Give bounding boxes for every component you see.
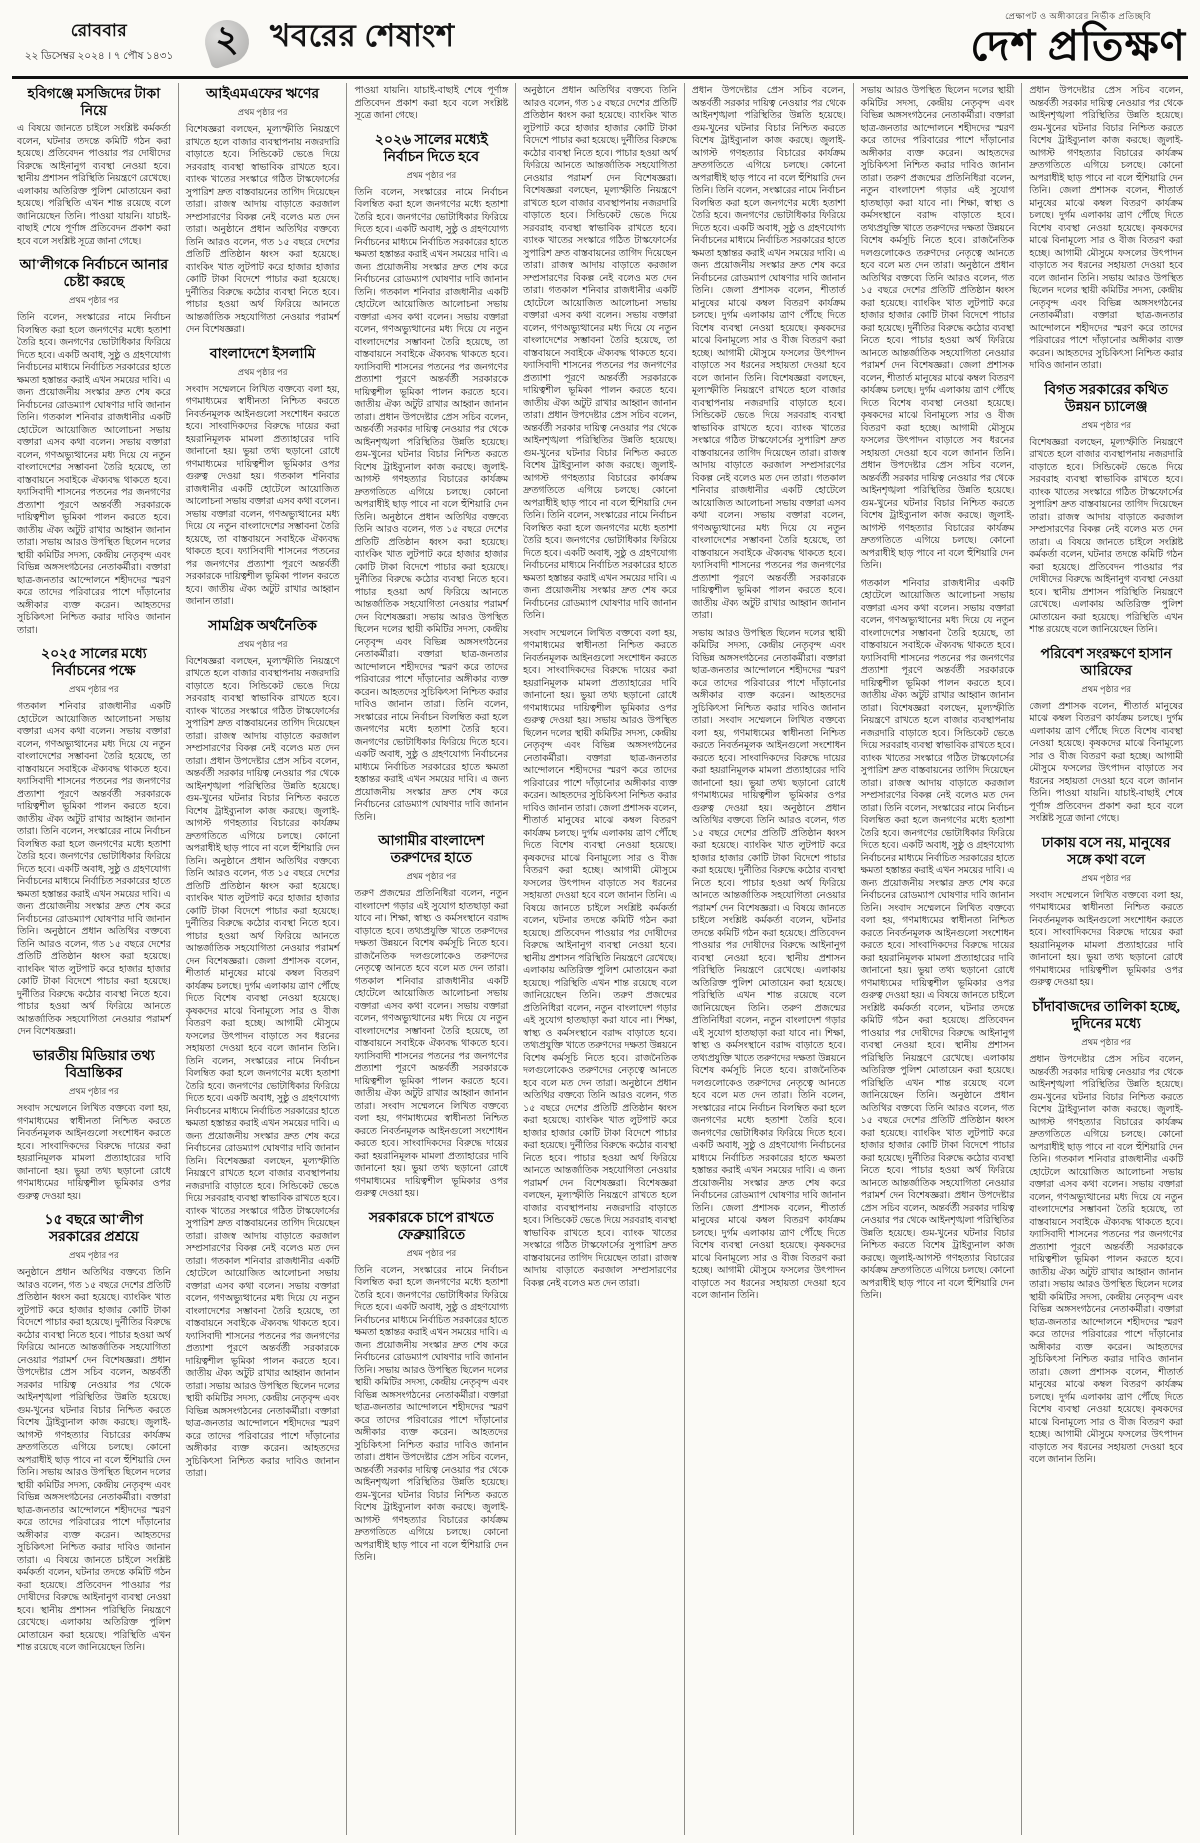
page-header xyxy=(10,4,1190,76)
continued-from-label: প্রথম পৃষ্ঠার পর xyxy=(406,1247,457,1258)
article-body: তিনি বলেন, সংস্কারের নামে নির্বাচন বিলম্বিত করা হলে জনগণের মধ্যে হতাশা তৈরি হবে। জনগণের ভোটাধিকার ফিরিয়ে দিতে হবে। একটি অবাধ, সুষ্ঠু ও গ্রহণযোগ্য নির্বাচনের মাধ্যমে নির্বাচিত সরকারের হাতে ক্ষমতা হস্তান্তর করাই এখন সময়ের দাবি। এ জন্য প্রয়োজনীয় সংস্কার দ্রুত শেষ করে নির্বাচনের রোডম্যাপ ঘোষণার দাবি জানান তিনি। গতকাল শনিবার রাজধানীর একটি হোটেলে আয়োজিত আলোচনা সভায় বক্তারা এসব কথা বলেন। সভায় বক্তারা বলেন, গণঅভ্যুত্থানের মধ্য দিয়ে যে নতুন বাংলাদেশের সম্ভাবনা তৈরি হয়েছে, তা বাস্তবায়নে সবাইকে ঐক্যবদ্ধ থাকতে হবে। ফ্যাসিবাদী শাসনের পতনের পর জনগণের প্রত্যাশা পূরণে অন্তর্বর্তী সরকারকে দায়িত্বশীল ভূমিকা পালন করতে হবে। জাতীয় ঐক্য অটুট রাখার আহ্বান জানান তারা। প্রধান উপদেষ্টার প্রেস সচিব বলেন, অন্তর্বর্তী সরকার দায়িত্ব নেওয়ার পর থেকে আইনশৃঙ্খলা পরিস্থিতির উন্নতি হয়েছে। গুম-খুনের ঘটনার বিচার নিশ্চিত করতে বিশেষ ট্রাইব্যুনাল কাজ করছে। জুলাই-আগস্ট গণহত্যার বিচারের কার্যক্রম দ্রুতগতিতে এগিয়ে চলছে। কোনো অপরাধীই ছাড় পাবে না বলে হুঁশিয়ারি দেন তিনি। অনুষ্ঠানে প্রধান অতিথির বক্তব্যে তিনি আরও বলেন, গত ১৫ বছরে দেশের প্রতিটি প্রতিষ্ঠান ধ্বংস করা হয়েছে। ব্যাংকিং খাত লুটপাট করে হাজার হাজার কোটি টাকা বিদেশে পাচার করা হয়েছে। দুর্নীতির বিরুদ্ধে কঠোর ব্যবস্থা নিতে হবে। পাচার হওয়া অর্থ ফিরিয়ে আনতে আন্তর্জাতিক সহযোগিতা নেওয়ার পরামর্শ দেন বিশেষজ্ঞরা। সভায় আরও উপস্থিত ছিলেন দলের স্থায়ী কমিটির সদস্য, কেন্দ্রীয় নেতৃবৃন্দ এবং বিভিন্ন অঙ্গসংগঠনের নেতাকর্মীরা। বক্তারা ছাত্র-জনতার আন্দোলনে শহীদদের স্মরণ করে তাদের পরিবারের পাশে দাঁড়ানোর অঙ্গীকার ব্যক্ত করেন। আহতদের সুচিকিৎসা নিশ্চিত করার দাবিও জানান তারা। তিনি বলেন, সংস্কারের নামে নির্বাচন বিলম্বিত করা হলে জনগণের মধ্যে হতাশা তৈরি হবে। জনগণের ভোটাধিকার ফিরিয়ে দিতে হবে। একটি অবাধ, সুষ্ঠু ও গ্রহণযোগ্য নির্বাচনের মাধ্যমে নির্বাচিত সরকারের হাতে ক্ষমতা হস্তান্তর করাই এখন সময়ের দাবি। এ জন্য প্রয়োজনীয় সংস্কার দ্রুত শেষ করে নির্বাচনের রোডম্যাপ ঘোষণার দাবি জানান তিনি। xyxy=(354,187,509,823)
continued-from-label: প্রথম পৃষ্ঠার পর xyxy=(406,871,457,882)
continued-from-label: প্রথম পৃষ্ঠার পর xyxy=(69,1250,119,1261)
article-body: এ বিষয়ে জানতে চাইলে সংশ্লিষ্ট কর্মকর্তা বলেন, ঘটনার তদন্তে কমিটি গঠন করা হয়েছে। প্রতিবেদন পাওয়ার পর দোষীদের বিরুদ্ধে আইনানুগ ব্যবস্থা নেওয়া হবে। স্থানীয় প্রশাসন পরিস্থিতি নিয়ন্ত্রণে রেখেছে। এলাকায় অতিরিক্ত পুলিশ মোতায়েন করা হয়েছে। পরিস্থিতি এখন শান্ত রয়েছে বলে জানিয়েছেন তিনি। পাওয়া যায়নি। যাচাই-বাছাই শেষে পূর্ণাঙ্গ প্রতিবেদন প্রকাশ করা হবে বলে সংশ্লিষ্ট সূত্রে জানা গেছে। xyxy=(17,124,171,247)
article-headline: আ'লীগকে নির্বাচনে আনার চেষ্টা করছে xyxy=(19,258,169,291)
continued-from-label: প্রথম পৃষ্ঠার পর xyxy=(69,1086,119,1097)
article-headline: ভারতীয় মিডিয়ার তথ্য বিভ্রান্তিকর xyxy=(33,1048,155,1082)
article-body: গতকাল শনিবার রাজধানীর একটি হোটেলে আয়োজিত আলোচনা সভায় বক্তারা এসব কথা বলেন। সভায় বক্তারা বলেন, গণঅভ্যুত্থানের মধ্য দিয়ে যে নতুন বাংলাদেশের সম্ভাবনা তৈরি হয়েছে, তা বাস্তবায়নে সবাইকে ঐক্যবদ্ধ থাকতে হবে। ফ্যাসিবাদী শাসনের পতনের পর জনগণের প্রত্যাশা পূরণে অন্তর্বর্তী সরকারকে দায়িত্বশীল ভূমিকা পালন করতে হবে। জাতীয় ঐক্য অটুট রাখার আহ্বান জানান তারা। তিনি বলেন, সংস্কারের নামে নির্বাচন বিলম্বিত করা হলে জনগণের মধ্যে হতাশা তৈরি হবে। জনগণের ভোটাধিকার ফিরিয়ে দিতে হবে। একটি অবাধ, সুষ্ঠু ও গ্রহণযোগ্য নির্বাচনের মাধ্যমে নির্বাচিত সরকারের হাতে ক্ষমতা হস্তান্তর করাই এখন সময়ের দাবি। এ জন্য প্রয়োজনীয় সংস্কার দ্রুত শেষ করে নির্বাচনের রোডম্যাপ ঘোষণার দাবি জানান তিনি। অনুষ্ঠানে প্রধান অতিথির বক্তব্যে তিনি আরও বলেন, গত ১৫ বছরে দেশের প্রতিটি প্রতিষ্ঠান ধ্বংস করা হয়েছে। ব্যাংকিং খাত লুটপাট করে হাজার হাজার কোটি টাকা বিদেশে পাচার করা হয়েছে। দুর্নীতির বিরুদ্ধে কঠোর ব্যবস্থা নিতে হবে। পাচার হওয়া অর্থ ফিরিয়ে আনতে আন্তর্জাতিক সহযোগিতা নেওয়ার পরামর্শ দেন বিশেষজ্ঞরা। xyxy=(17,702,171,1038)
masthead xyxy=(970,10,1186,70)
article-headline: সরকারকে চাপে রাখতে ফেব্রুয়ারিতে xyxy=(368,1210,494,1243)
page-number-badge xyxy=(200,14,254,70)
article-body: তিনি বলেন, সংস্কারের নামে নির্বাচন বিলম্বিত করা হলে জনগণের মধ্যে হতাশা তৈরি হবে। জনগণের ভোটাধিকার ফিরিয়ে দিতে হবে। একটি অবাধ, সুষ্ঠু ও গ্রহণযোগ্য নির্বাচনের মাধ্যমে নির্বাচিত সরকারের হাতে ক্ষমতা হস্তান্তর করাই এখন সময়ের দাবি। এ জন্য প্রয়োজনীয় সংস্কার দ্রুত শেষ করে নির্বাচনের রোডম্যাপ ঘোষণার দাবি জানান তিনি। সভায় আরও উপস্থিত ছিলেন দলের স্থায়ী কমিটির সদস্য, কেন্দ্রীয় নেতৃবৃন্দ এবং বিভিন্ন অঙ্গসংগঠনের নেতাকর্মীরা। বক্তারা ছাত্র-জনতার আন্দোলনে শহীদদের স্মরণ করে তাদের পরিবারের পাশে দাঁড়ানোর অঙ্গীকার ব্যক্ত করেন। আহতদের সুচিকিৎসা নিশ্চিত করার দাবিও জানান তারা। প্রধান উপদেষ্টার প্রেস সচিব বলেন, অন্তর্বর্তী সরকার দায়িত্ব নেওয়ার পর থেকে আইনশৃঙ্খলা পরিস্থিতির উন্নতি হয়েছে। গুম-খুনের ঘটনার বিচার নিশ্চিত করতে বিশেষ ট্রাইব্যুনাল কাজ করছে। জুলাই-আগস্ট গণহত্যার বিচারের কার্যক্রম দ্রুতগতিতে এগিয়ে চলছে। কোনো অপরাধীই ছাড় পাবে না বলে হুঁশিয়ারি দেন তিনি। xyxy=(354,1265,509,1564)
article-headline: সামগ্রিক অর্থনৈতিক xyxy=(208,618,317,634)
column-3 xyxy=(346,83,515,1835)
continued-from-label: প্রথম পৃষ্ঠার পর xyxy=(237,366,288,377)
continued-from-label: প্রথম পৃষ্ঠার পর xyxy=(69,295,119,306)
article-body: প্রধান উপদেষ্টার প্রেস সচিব বলেন, অন্তর্বর্তী সরকার দায়িত্ব নেওয়ার পর থেকে আইনশৃঙ্খলা পরিস্থিতির উন্নতি হয়েছে। গুম-খুনের ঘটনার বিচার নিশ্চিত করতে বিশেষ ট্রাইব্যুনাল কাজ করছে। জুলাই-আগস্ট গণহত্যার বিচারের কার্যক্রম দ্রুতগতিতে এগিয়ে চলছে। কোনো অপরাধীই ছাড় পাবে না বলে হুঁশিয়ারি দেন তিনি। গতকাল শনিবার রাজধানীর একটি হোটেলে আয়োজিত আলোচনা সভায় বক্তারা এসব কথা বলেন। সভায় বক্তারা বলেন, গণঅভ্যুত্থানের মধ্য দিয়ে যে নতুন বাংলাদেশের সম্ভাবনা তৈরি হয়েছে, তা বাস্তবায়নে সবাইকে ঐক্যবদ্ধ থাকতে হবে। ফ্যাসিবাদী শাসনের পতনের পর জনগণের প্রত্যাশা পূরণে অন্তর্বর্তী সরকারকে দায়িত্বশীল ভূমিকা পালন করতে হবে। জাতীয় ঐক্য অটুট রাখার আহ্বান জানান তারা। সভায় আরও উপস্থিত ছিলেন দলের স্থায়ী কমিটির সদস্য, কেন্দ্রীয় নেতৃবৃন্দ এবং বিভিন্ন অঙ্গসংগঠনের নেতাকর্মীরা। বক্তারা ছাত্র-জনতার আন্দোলনে শহীদদের স্মরণ করে তাদের পরিবারের পাশে দাঁড়ানোর অঙ্গীকার ব্যক্ত করেন। আহতদের সুচিকিৎসা নিশ্চিত করার দাবিও জানান তারা। জেলা প্রশাসক বলেন, শীতার্ত মানুষের মাঝে কম্বল বিতরণ কার্যক্রম চলছে। দুর্গম এলাকায় ত্রাণ পৌঁছে দিতে বিশেষ ব্যবস্থা নেওয়া হয়েছে। কৃষকদের মাঝে বিনামূল্যে সার ও বীজ বিতরণ করা হচ্ছে। আগামী মৌসুমে ফসলের উৎপাদন বাড়াতে সব ধরনের সহায়তা দেওয়া হবে বলে জানান তিনি। xyxy=(1029,1055,1184,1466)
article-headline: ২০২৫ সালের মধ্যে নির্বাচনের পক্ষে xyxy=(40,647,147,680)
article-headline: ১৫ বছরে আ'লীগ সরকারের প্রশ্রয়ে xyxy=(44,1213,144,1246)
article-body: সংবাদ সম্মেলনে লিখিত বক্তব্যে বলা হয়, গণমাধ্যমের স্বাধীনতা নিশ্চিত করতে নিবর্তনমূলক আইনগুলো সংশোধন করতে হবে। সাংবাদিকদের বিরুদ্ধে দায়ের করা হয়রানিমূলক মামলা প্রত্যাহারের দাবি জানানো হয়। ভুয়া তথ্য ছড়ানো রোধে গণমাধ্যমের দায়িত্বশীল ভূমিকার ওপর গুরুত্ব দেওয়া হয়। গতকাল শনিবার রাজধানীর একটি হোটেলে আয়োজিত আলোচনা সভায় বক্তারা এসব কথা বলেন। সভায় বক্তারা বলেন, গণঅভ্যুত্থানের মধ্য দিয়ে যে নতুন বাংলাদেশের সম্ভাবনা তৈরি হয়েছে, তা বাস্তবায়নে সবাইকে ঐক্যবদ্ধ থাকতে হবে। ফ্যাসিবাদী শাসনের পতনের পর জনগণের প্রত্যাশা পূরণে অন্তর্বর্তী সরকারকে দায়িত্বশীল ভূমিকা পালন করতে হবে। জাতীয় ঐক্য অটুট রাখার আহ্বান জানান তারা। xyxy=(185,384,340,608)
article-headline: চাঁদাবাজদের তালিকা হচ্ছে, দুদিনের মধ্যে xyxy=(1032,999,1181,1033)
date-block xyxy=(14,18,184,70)
page-number: ২ xyxy=(215,19,239,59)
article-body: প্রধান উপদেষ্টার প্রেস সচিব বলেন, অন্তর্বর্তী সরকার দায়িত্ব নেওয়ার পর থেকে আইনশৃঙ্খলা পরিস্থিতির উন্নতি হয়েছে। গুম-খুনের ঘটনার বিচার নিশ্চিত করতে বিশেষ ট্রাইব্যুনাল কাজ করছে। জুলাই-আগস্ট গণহত্যার বিচারের কার্যক্রম দ্রুতগতিতে এগিয়ে চলছে। কোনো অপরাধীই ছাড় পাবে না বলে হুঁশিয়ারি দেন তিনি। তিনি বলেন, সংস্কারের নামে নির্বাচন বিলম্বিত করা হলে জনগণের মধ্যে হতাশা তৈরি হবে। জনগণের ভোটাধিকার ফিরিয়ে দিতে হবে। একটি অবাধ, সুষ্ঠু ও গ্রহণযোগ্য নির্বাচনের মাধ্যমে নির্বাচিত সরকারের হাতে ক্ষমতা হস্তান্তর করাই এখন সময়ের দাবি। এ জন্য প্রয়োজনীয় সংস্কার দ্রুত শেষ করে নির্বাচনের রোডম্যাপ ঘোষণার দাবি জানান তিনি। জেলা প্রশাসক বলেন, শীতার্ত মানুষের মাঝে কম্বল বিতরণ কার্যক্রম চলছে। দুর্গম এলাকায় ত্রাণ পৌঁছে দিতে বিশেষ ব্যবস্থা নেওয়া হয়েছে। কৃষকদের মাঝে বিনামূল্যে সার ও বীজ বিতরণ করা হচ্ছে। আগামী মৌসুমে ফসলের উৎপাদন বাড়াতে সব ধরনের সহায়তা দেওয়া হবে বলে জানান তিনি। বিশেষজ্ঞরা বলছেন, মূল্যস্ফীতি নিয়ন্ত্রণে রাখতে হলে বাজার ব্যবস্থাপনায় নজরদারি বাড়াতে হবে। সিন্ডিকেট ভেঙে দিয়ে সরবরাহ ব্যবস্থা স্বাভাবিক রাখতে হবে। ব্যাংক খাতের সংস্কারে গঠিত টাস্কফোর্সের সুপারিশ দ্রুত বাস্তবায়নের তাগিদ দিয়েছেন তারা। রাজস্ব আদায় বাড়াতে করজাল সম্প্রসারণের বিকল্প নেই বলেও মত দেন তারা। গতকাল শনিবার রাজধানীর একটি হোটেলে আয়োজিত আলোচনা সভায় বক্তারা এসব কথা বলেন। সভায় বক্তারা বলেন, গণঅভ্যুত্থানের মধ্য দিয়ে যে নতুন বাংলাদেশের সম্ভাবনা তৈরি হয়েছে, তা বাস্তবায়নে সবাইকে ঐক্যবদ্ধ থাকতে হবে। ফ্যাসিবাদী শাসনের পতনের পর জনগণের প্রত্যাশা পূরণে অন্তর্বর্তী সরকারকে দায়িত্বশীল ভূমিকা পালন করতে হবে। জাতীয় ঐক্য অটুট রাখার আহ্বান জানান তারা। xyxy=(691,86,846,621)
column-6 xyxy=(853,83,1022,1835)
article-body: তরুণ প্রজন্মের প্রতিনিধিরা বলেন, নতুন বাংলাদেশ গড়ার এই সুযোগ হাতছাড়া করা যাবে না। শিক্ষা, স্বাস্থ্য ও কর্মসংস্থানে বরাদ্দ বাড়াতে হবে। তথ্যপ্রযুক্তি খাতে তরুণদের দক্ষতা উন্নয়নে বিশেষ কর্মসূচি নিতে হবে। রাজনৈতিক দলগুলোকেও তরুণদের নেতৃত্বে আনতে হবে বলে মত দেন তারা। গতকাল শনিবার রাজধানীর একটি হোটেলে আয়োজিত আলোচনা সভায় বক্তারা এসব কথা বলেন। সভায় বক্তারা বলেন, গণঅভ্যুত্থানের মধ্য দিয়ে যে নতুন বাংলাদেশের সম্ভাবনা তৈরি হয়েছে, তা বাস্তবায়নে সবাইকে ঐক্যবদ্ধ থাকতে হবে। ফ্যাসিবাদী শাসনের পতনের পর জনগণের প্রত্যাশা পূরণে অন্তর্বর্তী সরকারকে দায়িত্বশীল ভূমিকা পালন করতে হবে। জাতীয় ঐক্য অটুট রাখার আহ্বান জানান তারা। সংবাদ সম্মেলনে লিখিত বক্তব্যে বলা হয়, গণমাধ্যমের স্বাধীনতা নিশ্চিত করতে নিবর্তনমূলক আইনগুলো সংশোধন করতে হবে। সাংবাদিকদের বিরুদ্ধে দায়ের করা হয়রানিমূলক মামলা প্রত্যাহারের দাবি জানানো হয়। ভুয়া তথ্য ছড়ানো রোধে গণমাধ্যমের দায়িত্বশীল ভূমিকার ওপর গুরুত্ব দেওয়া হয়। xyxy=(354,889,509,1200)
continued-from-label: প্রথম পৃষ্ঠার পর xyxy=(69,684,119,695)
article-body: বিশেষজ্ঞরা বলছেন, মূল্যস্ফীতি নিয়ন্ত্রণে রাখতে হলে বাজার ব্যবস্থাপনায় নজরদারি বাড়াতে হবে। সিন্ডিকেট ভেঙে দিয়ে সরবরাহ ব্যবস্থা স্বাভাবিক রাখতে হবে। ব্যাংক খাতের সংস্কারে গঠিত টাস্কফোর্সের সুপারিশ দ্রুত বাস্তবায়নের তাগিদ দিয়েছেন তারা। রাজস্ব আদায় বাড়াতে করজাল সম্প্রসারণের বিকল্প নেই বলেও মত দেন তারা। অনুষ্ঠানে প্রধান অতিথির বক্তব্যে তিনি আরও বলেন, গত ১৫ বছরে দেশের প্রতিটি প্রতিষ্ঠান ধ্বংস করা হয়েছে। ব্যাংকিং খাত লুটপাট করে হাজার হাজার কোটি টাকা বিদেশে পাচার করা হয়েছে। দুর্নীতির বিরুদ্ধে কঠোর ব্যবস্থা নিতে হবে। পাচার হওয়া অর্থ ফিরিয়ে আনতে আন্তর্জাতিক সহযোগিতা নেওয়ার পরামর্শ দেন বিশেষজ্ঞরা। xyxy=(185,125,340,336)
article-headline: বিগত সরকারের কথিত উন্নয়ন চ্যালেঞ্জ xyxy=(1044,382,1169,415)
section-title: খবরের শেষাংশ xyxy=(270,18,455,53)
article-body: বিশেষজ্ঞরা বলছেন, মূল্যস্ফীতি নিয়ন্ত্রণে রাখতে হলে বাজার ব্যবস্থাপনায় নজরদারি বাড়াতে হবে। সিন্ডিকেট ভেঙে দিয়ে সরবরাহ ব্যবস্থা স্বাভাবিক রাখতে হবে। ব্যাংক খাতের সংস্কারে গঠিত টাস্কফোর্সের সুপারিশ দ্রুত বাস্তবায়নের তাগিদ দিয়েছেন তারা। রাজস্ব আদায় বাড়াতে করজাল সম্প্রসারণের বিকল্প নেই বলেও মত দেন তারা। এ বিষয়ে জানতে চাইলে সংশ্লিষ্ট কর্মকর্তা বলেন, ঘটনার তদন্তে কমিটি গঠন করা হয়েছে। প্রতিবেদন পাওয়ার পর দোষীদের বিরুদ্ধে আইনানুগ ব্যবস্থা নেওয়া হবে। স্থানীয় প্রশাসন পরিস্থিতি নিয়ন্ত্রণে রেখেছে। এলাকায় অতিরিক্ত পুলিশ মোতায়েন করা হয়েছে। পরিস্থিতি এখন শান্ত রয়েছে বলে জানিয়েছেন তিনি। xyxy=(1029,437,1184,636)
continued-from-label: প্রথম পৃষ্ঠার পর xyxy=(406,169,457,180)
article-body: সংবাদ সম্মেলনে লিখিত বক্তব্যে বলা হয়, গণমাধ্যমের স্বাধীনতা নিশ্চিত করতে নিবর্তনমূলক আইনগুলো সংশোধন করতে হবে। সাংবাদিকদের বিরুদ্ধে দায়ের করা হয়রানিমূলক মামলা প্রত্যাহারের দাবি জানানো হয়। ভুয়া তথ্য ছড়ানো রোধে গণমাধ্যমের দায়িত্বশীল ভূমিকার ওপর গুরুত্ব দেওয়া হয়। সভায় আরও উপস্থিত ছিলেন দলের স্থায়ী কমিটির সদস্য, কেন্দ্রীয় নেতৃবৃন্দ এবং বিভিন্ন অঙ্গসংগঠনের নেতাকর্মীরা। বক্তারা ছাত্র-জনতার আন্দোলনে শহীদদের স্মরণ করে তাদের পরিবারের পাশে দাঁড়ানোর অঙ্গীকার ব্যক্ত করেন। আহতদের সুচিকিৎসা নিশ্চিত করার দাবিও জানান তারা। জেলা প্রশাসক বলেন, শীতার্ত মানুষের মাঝে কম্বল বিতরণ কার্যক্রম চলছে। দুর্গম এলাকায় ত্রাণ পৌঁছে দিতে বিশেষ ব্যবস্থা নেওয়া হয়েছে। কৃষকদের মাঝে বিনামূল্যে সার ও বীজ বিতরণ করা হচ্ছে। আগামী মৌসুমে ফসলের উৎপাদন বাড়াতে সব ধরনের সহায়তা দেওয়া হবে বলে জানান তিনি। এ বিষয়ে জানতে চাইলে সংশ্লিষ্ট কর্মকর্তা বলেন, ঘটনার তদন্তে কমিটি গঠন করা হয়েছে। প্রতিবেদন পাওয়ার পর দোষীদের বিরুদ্ধে আইনানুগ ব্যবস্থা নেওয়া হবে। স্থানীয় প্রশাসন পরিস্থিতি নিয়ন্ত্রণে রেখেছে। এলাকায় অতিরিক্ত পুলিশ মোতায়েন করা হয়েছে। পরিস্থিতি এখন শান্ত রয়েছে বলে জানিয়েছেন তিনি। তরুণ প্রজন্মের প্রতিনিধিরা বলেন, নতুন বাংলাদেশ গড়ার এই সুযোগ হাতছাড়া করা যাবে না। শিক্ষা, স্বাস্থ্য ও কর্মসংস্থানে বরাদ্দ বাড়াতে হবে। তথ্যপ্রযুক্তি খাতে তরুণদের দক্ষতা উন্নয়নে বিশেষ কর্মসূচি নিতে হবে। রাজনৈতিক দলগুলোকেও তরুণদের নেতৃত্বে আনতে হবে বলে মত দেন তারা। অনুষ্ঠানে প্রধান অতিথির বক্তব্যে তিনি আরও বলেন, গত ১৫ বছরে দেশের প্রতিটি প্রতিষ্ঠান ধ্বংস করা হয়েছে। ব্যাংকিং খাত লুটপাট করে হাজার হাজার কোটি টাকা বিদেশে পাচার করা হয়েছে। দুর্নীতির বিরুদ্ধে কঠোর ব্যবস্থা নিতে হবে। পাচার হওয়া অর্থ ফিরিয়ে আনতে আন্তর্জাতিক সহযোগিতা নেওয়ার পরামর্শ দেন বিশেষজ্ঞরা। বিশেষজ্ঞরা বলছেন, মূল্যস্ফীতি নিয়ন্ত্রণে রাখতে হলে বাজার ব্যবস্থাপনায় নজরদারি বাড়াতে হবে। সিন্ডিকেট ভেঙে দিয়ে সরবরাহ ব্যবস্থা স্বাভাবিক রাখতে হবে। ব্যাংক খাতের সংস্কারে গঠিত টাস্কফোর্সের সুপারিশ দ্রুত বাস্তবায়নের তাগিদ দিয়েছেন তারা। রাজস্ব আদায় বাড়াতে করজাল সম্প্রসারণের বিকল্প নেই বলেও মত দেন তারা। xyxy=(523,628,677,1289)
article-headline: আগামীর বাংলাদেশ তরুণদের হাতে xyxy=(378,834,485,867)
article-headline: হবিগঞ্জে মসজিদের টাকা নিয়ে xyxy=(27,87,161,120)
article-body: গতকাল শনিবার রাজধানীর একটি হোটেলে আয়োজিত আলোচনা সভায় বক্তারা এসব কথা বলেন। সভায় বক্তারা বলেন, গণঅভ্যুত্থানের মধ্য দিয়ে যে নতুন বাংলাদেশের সম্ভাবনা তৈরি হয়েছে, তা বাস্তবায়নে সবাইকে ঐক্যবদ্ধ থাকতে হবে। ফ্যাসিবাদী শাসনের পতনের পর জনগণের প্রত্যাশা পূরণে অন্তর্বর্তী সরকারকে দায়িত্বশীল ভূমিকা পালন করতে হবে। জাতীয় ঐক্য অটুট রাখার আহ্বান জানান তারা। বিশেষজ্ঞরা বলছেন, মূল্যস্ফীতি নিয়ন্ত্রণে রাখতে হলে বাজার ব্যবস্থাপনায় নজরদারি বাড়াতে হবে। সিন্ডিকেট ভেঙে দিয়ে সরবরাহ ব্যবস্থা স্বাভাবিক রাখতে হবে। ব্যাংক খাতের সংস্কারে গঠিত টাস্কফোর্সের সুপারিশ দ্রুত বাস্তবায়নের তাগিদ দিয়েছেন তারা। রাজস্ব আদায় বাড়াতে করজাল সম্প্রসারণের বিকল্প নেই বলেও মত দেন তারা। তিনি বলেন, সংস্কারের নামে নির্বাচন বিলম্বিত করা হলে জনগণের মধ্যে হতাশা তৈরি হবে। জনগণের ভোটাধিকার ফিরিয়ে দিতে হবে। একটি অবাধ, সুষ্ঠু ও গ্রহণযোগ্য নির্বাচনের মাধ্যমে নির্বাচিত সরকারের হাতে ক্ষমতা হস্তান্তর করাই এখন সময়ের দাবি। এ জন্য প্রয়োজনীয় সংস্কার দ্রুত শেষ করে নির্বাচনের রোডম্যাপ ঘোষণার দাবি জানান তিনি। সংবাদ সম্মেলনে লিখিত বক্তব্যে বলা হয়, গণমাধ্যমের স্বাধীনতা নিশ্চিত করতে নিবর্তনমূলক আইনগুলো সংশোধন করতে হবে। সাংবাদিকদের বিরুদ্ধে দায়ের করা হয়রানিমূলক মামলা প্রত্যাহারের দাবি জানানো হয়। ভুয়া তথ্য ছড়ানো রোধে গণমাধ্যমের দায়িত্বশীল ভূমিকার ওপর গুরুত্ব দেওয়া হয়। এ বিষয়ে জানতে চাইলে সংশ্লিষ্ট কর্মকর্তা বলেন, ঘটনার তদন্তে কমিটি গঠন করা হয়েছে। প্রতিবেদন পাওয়ার পর দোষীদের বিরুদ্ধে আইনানুগ ব্যবস্থা নেওয়া হবে। স্থানীয় প্রশাসন পরিস্থিতি নিয়ন্ত্রণে রেখেছে। এলাকায় অতিরিক্ত পুলিশ মোতায়েন করা হয়েছে। পরিস্থিতি এখন শান্ত রয়েছে বলে জানিয়েছেন তিনি। অনুষ্ঠানে প্রধান অতিথির বক্তব্যে তিনি আরও বলেন, গত ১৫ বছরে দেশের প্রতিটি প্রতিষ্ঠান ধ্বংস করা হয়েছে। ব্যাংকিং খাত লুটপাট করে হাজার হাজার কোটি টাকা বিদেশে পাচার করা হয়েছে। দুর্নীতির বিরুদ্ধে কঠোর ব্যবস্থা নিতে হবে। পাচার হওয়া অর্থ ফিরিয়ে আনতে আন্তর্জাতিক সহযোগিতা নেওয়ার পরামর্শ দেন বিশেষজ্ঞরা। প্রধান উপদেষ্টার প্রেস সচিব বলেন, অন্তর্বর্তী সরকার দায়িত্ব নেওয়ার পর থেকে আইনশৃঙ্খলা পরিস্থিতির উন্নতি হয়েছে। গুম-খুনের ঘটনার বিচার নিশ্চিত করতে বিশেষ ট্রাইব্যুনাল কাজ করছে। জুলাই-আগস্ট গণহত্যার বিচারের কার্যক্রম দ্রুতগতিতে এগিয়ে চলছে। কোনো অপরাধীই ছাড় পাবে না বলে হুঁশিয়ারি দেন তিনি। xyxy=(860,578,1015,1301)
masthead-tagline: প্রেক্ষাপট ও অঙ্গীকারের নির্ভীক প্রতিচ্ছবি xyxy=(1005,11,1152,21)
article-body: জেলা প্রশাসক বলেন, শীতার্ত মানুষের মাঝে কম্বল বিতরণ কার্যক্রম চলছে। দুর্গম এলাকায় ত্রাণ পৌঁছে দিতে বিশেষ ব্যবস্থা নেওয়া হয়েছে। কৃষকদের মাঝে বিনামূল্যে সার ও বীজ বিতরণ করা হচ্ছে। আগামী মৌসুমে ফসলের উৎপাদন বাড়াতে সব ধরনের সহায়তা দেওয়া হবে বলে জানান তিনি। পাওয়া যায়নি। যাচাই-বাছাই শেষে পূর্ণাঙ্গ প্রতিবেদন প্রকাশ করা হবে বলে সংশ্লিষ্ট সূত্রে জানা গেছে। xyxy=(1029,701,1184,825)
article-body: অনুষ্ঠানে প্রধান অতিথির বক্তব্যে তিনি আরও বলেন, গত ১৫ বছরে দেশের প্রতিটি প্রতিষ্ঠান ধ্বংস করা হয়েছে। ব্যাংকিং খাত লুটপাট করে হাজার হাজার কোটি টাকা বিদেশে পাচার করা হয়েছে। দুর্নীতির বিরুদ্ধে কঠোর ব্যবস্থা নিতে হবে। পাচার হওয়া অর্থ ফিরিয়ে আনতে আন্তর্জাতিক সহযোগিতা নেওয়ার পরামর্শ দেন বিশেষজ্ঞরা। প্রধান উপদেষ্টার প্রেস সচিব বলেন, অন্তর্বর্তী সরকার দায়িত্ব নেওয়ার পর থেকে আইনশৃঙ্খলা পরিস্থিতির উন্নতি হয়েছে। গুম-খুনের ঘটনার বিচার নিশ্চিত করতে বিশেষ ট্রাইব্যুনাল কাজ করছে। জুলাই-আগস্ট গণহত্যার বিচারের কার্যক্রম দ্রুতগতিতে এগিয়ে চলছে। কোনো অপরাধীই ছাড় পাবে না বলে হুঁশিয়ারি দেন তিনি। সভায় আরও উপস্থিত ছিলেন দলের স্থায়ী কমিটির সদস্য, কেন্দ্রীয় নেতৃবৃন্দ এবং বিভিন্ন অঙ্গসংগঠনের নেতাকর্মীরা। বক্তারা ছাত্র-জনতার আন্দোলনে শহীদদের স্মরণ করে তাদের পরিবারের পাশে দাঁড়ানোর অঙ্গীকার ব্যক্ত করেন। আহতদের সুচিকিৎসা নিশ্চিত করার দাবিও জানান তারা। এ বিষয়ে জানতে চাইলে সংশ্লিষ্ট কর্মকর্তা বলেন, ঘটনার তদন্তে কমিটি গঠন করা হয়েছে। প্রতিবেদন পাওয়ার পর দোষীদের বিরুদ্ধে আইনানুগ ব্যবস্থা নেওয়া হবে। স্থানীয় প্রশাসন পরিস্থিতি নিয়ন্ত্রণে রেখেছে। এলাকায় অতিরিক্ত পুলিশ মোতায়েন করা হয়েছে। পরিস্থিতি এখন শান্ত রয়েছে বলে জানিয়েছেন তিনি। xyxy=(17,1268,171,1654)
article-body: বিশেষজ্ঞরা বলছেন, মূল্যস্ফীতি নিয়ন্ত্রণে রাখতে হলে বাজার ব্যবস্থাপনায় নজরদারি বাড়াতে হবে। সিন্ডিকেট ভেঙে দিয়ে সরবরাহ ব্যবস্থা স্বাভাবিক রাখতে হবে। ব্যাংক খাতের সংস্কারে গঠিত টাস্কফোর্সের সুপারিশ দ্রুত বাস্তবায়নের তাগিদ দিয়েছেন তারা। রাজস্ব আদায় বাড়াতে করজাল সম্প্রসারণের বিকল্প নেই বলেও মত দেন তারা। প্রধান উপদেষ্টার প্রেস সচিব বলেন, অন্তর্বর্তী সরকার দায়িত্ব নেওয়ার পর থেকে আইনশৃঙ্খলা পরিস্থিতির উন্নতি হয়েছে। গুম-খুনের ঘটনার বিচার নিশ্চিত করতে বিশেষ ট্রাইব্যুনাল কাজ করছে। জুলাই-আগস্ট গণহত্যার বিচারের কার্যক্রম দ্রুতগতিতে এগিয়ে চলছে। কোনো অপরাধীই ছাড় পাবে না বলে হুঁশিয়ারি দেন তিনি। অনুষ্ঠানে প্রধান অতিথির বক্তব্যে তিনি আরও বলেন, গত ১৫ বছরে দেশের প্রতিটি প্রতিষ্ঠান ধ্বংস করা হয়েছে। ব্যাংকিং খাত লুটপাট করে হাজার হাজার কোটি টাকা বিদেশে পাচার করা হয়েছে। দুর্নীতির বিরুদ্ধে কঠোর ব্যবস্থা নিতে হবে। পাচার হওয়া অর্থ ফিরিয়ে আনতে আন্তর্জাতিক সহযোগিতা নেওয়ার পরামর্শ দেন বিশেষজ্ঞরা। জেলা প্রশাসক বলেন, শীতার্ত মানুষের মাঝে কম্বল বিতরণ কার্যক্রম চলছে। দুর্গম এলাকায় ত্রাণ পৌঁছে দিতে বিশেষ ব্যবস্থা নেওয়া হয়েছে। কৃষকদের মাঝে বিনামূল্যে সার ও বীজ বিতরণ করা হচ্ছে। আগামী মৌসুমে ফসলের উৎপাদন বাড়াতে সব ধরনের সহায়তা দেওয়া হবে বলে জানান তিনি। তিনি বলেন, সংস্কারের নামে নির্বাচন বিলম্বিত করা হলে জনগণের মধ্যে হতাশা তৈরি হবে। জনগণের ভোটাধিকার ফিরিয়ে দিতে হবে। একটি অবাধ, সুষ্ঠু ও গ্রহণযোগ্য নির্বাচনের মাধ্যমে নির্বাচিত সরকারের হাতে ক্ষমতা হস্তান্তর করাই এখন সময়ের দাবি। এ জন্য প্রয়োজনীয় সংস্কার দ্রুত শেষ করে নির্বাচনের রোডম্যাপ ঘোষণার দাবি জানান তিনি। বিশেষজ্ঞরা বলছেন, মূল্যস্ফীতি নিয়ন্ত্রণে রাখতে হলে বাজার ব্যবস্থাপনায় নজরদারি বাড়াতে হবে। সিন্ডিকেট ভেঙে দিয়ে সরবরাহ ব্যবস্থা স্বাভাবিক রাখতে হবে। ব্যাংক খাতের সংস্কারে গঠিত টাস্কফোর্সের সুপারিশ দ্রুত বাস্তবায়নের তাগিদ দিয়েছেন তারা। রাজস্ব আদায় বাড়াতে করজাল সম্প্রসারণের বিকল্প নেই বলেও মত দেন তারা। গতকাল শনিবার রাজধানীর একটি হোটেলে আয়োজিত আলোচনা সভায় বক্তারা এসব কথা বলেন। সভায় বক্তারা বলেন, গণঅভ্যুত্থানের মধ্য দিয়ে যে নতুন বাংলাদেশের সম্ভাবনা তৈরি হয়েছে, তা বাস্তবায়নে সবাইকে ঐক্যবদ্ধ থাকতে হবে। ফ্যাসিবাদী শাসনের পতনের পর জনগণের প্রত্যাশা পূরণে অন্তর্বর্তী সরকারকে দায়িত্বশীল ভূমিকা পালন করতে হবে। জাতীয় ঐক্য অটুট রাখার আহ্বান জানান তারা। সভায় আরও উপস্থিত ছিলেন দলের স্থায়ী কমিটির সদস্য, কেন্দ্রীয় নেতৃবৃন্দ এবং বিভিন্ন অঙ্গসংগঠনের নেতাকর্মীরা। বক্তারা ছাত্র-জনতার আন্দোলনে শহীদদের স্মরণ করে তাদের পরিবারের পাশে দাঁড়ানোর অঙ্গীকার ব্যক্ত করেন। আহতদের সুচিকিৎসা নিশ্চিত করার দাবিও জানান তারা। xyxy=(185,656,340,1480)
continued-from-label: প্রথম পৃষ্ঠার পর xyxy=(1081,683,1132,694)
column-5 xyxy=(684,83,853,1835)
header-rule xyxy=(12,76,1188,79)
date-line: ২২ ডিসেম্বর ২০২৪ । ৭ পৌষ ১৪৩১ xyxy=(24,51,174,62)
column-2 xyxy=(178,83,347,1835)
masthead-title: দেশ প্রতিক্ষণ xyxy=(970,24,1186,70)
article-body: সভায় আরও উপস্থিত ছিলেন দলের স্থায়ী কমিটির সদস্য, কেন্দ্রীয় নেতৃবৃন্দ এবং বিভিন্ন অঙ্গসংগঠনের নেতাকর্মীরা। বক্তারা ছাত্র-জনতার আন্দোলনে শহীদদের স্মরণ করে তাদের পরিবারের পাশে দাঁড়ানোর অঙ্গীকার ব্যক্ত করেন। আহতদের সুচিকিৎসা নিশ্চিত করার দাবিও জানান তারা। সংবাদ সম্মেলনে লিখিত বক্তব্যে বলা হয়, গণমাধ্যমের স্বাধীনতা নিশ্চিত করতে নিবর্তনমূলক আইনগুলো সংশোধন করতে হবে। সাংবাদিকদের বিরুদ্ধে দায়ের করা হয়রানিমূলক মামলা প্রত্যাহারের দাবি জানানো হয়। ভুয়া তথ্য ছড়ানো রোধে গণমাধ্যমের দায়িত্বশীল ভূমিকার ওপর গুরুত্ব দেওয়া হয়। অনুষ্ঠানে প্রধান অতিথির বক্তব্যে তিনি আরও বলেন, গত ১৫ বছরে দেশের প্রতিটি প্রতিষ্ঠান ধ্বংস করা হয়েছে। ব্যাংকিং খাত লুটপাট করে হাজার হাজার কোটি টাকা বিদেশে পাচার করা হয়েছে। দুর্নীতির বিরুদ্ধে কঠোর ব্যবস্থা নিতে হবে। পাচার হওয়া অর্থ ফিরিয়ে আনতে আন্তর্জাতিক সহযোগিতা নেওয়ার পরামর্শ দেন বিশেষজ্ঞরা। এ বিষয়ে জানতে চাইলে সংশ্লিষ্ট কর্মকর্তা বলেন, ঘটনার তদন্তে কমিটি গঠন করা হয়েছে। প্রতিবেদন পাওয়ার পর দোষীদের বিরুদ্ধে আইনানুগ ব্যবস্থা নেওয়া হবে। স্থানীয় প্রশাসন পরিস্থিতি নিয়ন্ত্রণে রেখেছে। এলাকায় অতিরিক্ত পুলিশ মোতায়েন করা হয়েছে। পরিস্থিতি এখন শান্ত রয়েছে বলে জানিয়েছেন তিনি। তরুণ প্রজন্মের প্রতিনিধিরা বলেন, নতুন বাংলাদেশ গড়ার এই সুযোগ হাতছাড়া করা যাবে না। শিক্ষা, স্বাস্থ্য ও কর্মসংস্থানে বরাদ্দ বাড়াতে হবে। তথ্যপ্রযুক্তি খাতে তরুণদের দক্ষতা উন্নয়নে বিশেষ কর্মসূচি নিতে হবে। রাজনৈতিক দলগুলোকেও তরুণদের নেতৃত্বে আনতে হবে বলে মত দেন তারা। তিনি বলেন, সংস্কারের নামে নির্বাচন বিলম্বিত করা হলে জনগণের মধ্যে হতাশা তৈরি হবে। জনগণের ভোটাধিকার ফিরিয়ে দিতে হবে। একটি অবাধ, সুষ্ঠু ও গ্রহণযোগ্য নির্বাচনের মাধ্যমে নির্বাচিত সরকারের হাতে ক্ষমতা হস্তান্তর করাই এখন সময়ের দাবি। এ জন্য প্রয়োজনীয় সংস্কার দ্রুত শেষ করে নির্বাচনের রোডম্যাপ ঘোষণার দাবি জানান তিনি। জেলা প্রশাসক বলেন, শীতার্ত মানুষের মাঝে কম্বল বিতরণ কার্যক্রম চলছে। দুর্গম এলাকায় ত্রাণ পৌঁছে দিতে বিশেষ ব্যবস্থা নেওয়া হয়েছে। কৃষকদের মাঝে বিনামূল্যে সার ও বীজ বিতরণ করা হচ্ছে। আগামী মৌসুমে ফসলের উৎপাদন বাড়াতে সব ধরনের সহায়তা দেওয়া হবে বলে জানান তিনি। xyxy=(691,628,846,1301)
article-columns xyxy=(10,83,1190,1835)
article-body: সংবাদ সম্মেলনে লিখিত বক্তব্যে বলা হয়, গণমাধ্যমের স্বাধীনতা নিশ্চিত করতে নিবর্তনমূলক আইনগুলো সংশোধন করতে হবে। সাংবাদিকদের বিরুদ্ধে দায়ের করা হয়রানিমূলক মামলা প্রত্যাহারের দাবি জানানো হয়। ভুয়া তথ্য ছড়ানো রোধে গণমাধ্যমের দায়িত্বশীল ভূমিকার ওপর গুরুত্ব দেওয়া হয়। xyxy=(1029,890,1184,989)
article-body: পাওয়া যায়নি। যাচাই-বাছাই শেষে পূর্ণাঙ্গ প্রতিবেদন প্রকাশ করা হবে বলে সংশ্লিষ্ট সূত্রে জানা গেছে। xyxy=(354,86,509,121)
article-headline: আইএমএফের ঋণের xyxy=(206,87,320,102)
continued-from-label: প্রথম পৃষ্ঠার পর xyxy=(237,107,288,118)
article-headline: ২০২৬ সালের মধ্যেই নির্বাচন দিতে হবে xyxy=(374,132,488,165)
article-headline: পরিবেশ সংরক্ষণে হাসান আরিফের xyxy=(1040,646,1172,679)
weekday-label: রোববার xyxy=(70,21,128,40)
article-body: প্রধান উপদেষ্টার প্রেস সচিব বলেন, অন্তর্বর্তী সরকার দায়িত্ব নেওয়ার পর থেকে আইনশৃঙ্খলা পরিস্থিতির উন্নতি হয়েছে। গুম-খুনের ঘটনার বিচার নিশ্চিত করতে বিশেষ ট্রাইব্যুনাল কাজ করছে। জুলাই-আগস্ট গণহত্যার বিচারের কার্যক্রম দ্রুতগতিতে এগিয়ে চলছে। কোনো অপরাধীই ছাড় পাবে না বলে হুঁশিয়ারি দেন তিনি। জেলা প্রশাসক বলেন, শীতার্ত মানুষের মাঝে কম্বল বিতরণ কার্যক্রম চলছে। দুর্গম এলাকায় ত্রাণ পৌঁছে দিতে বিশেষ ব্যবস্থা নেওয়া হয়েছে। কৃষকদের মাঝে বিনামূল্যে সার ও বীজ বিতরণ করা হচ্ছে। আগামী মৌসুমে ফসলের উৎপাদন বাড়াতে সব ধরনের সহায়তা দেওয়া হবে বলে জানান তিনি। সভায় আরও উপস্থিত ছিলেন দলের স্থায়ী কমিটির সদস্য, কেন্দ্রীয় নেতৃবৃন্দ এবং বিভিন্ন অঙ্গসংগঠনের নেতাকর্মীরা। বক্তারা ছাত্র-জনতার আন্দোলনে শহীদদের স্মরণ করে তাদের পরিবারের পাশে দাঁড়ানোর অঙ্গীকার ব্যক্ত করেন। আহতদের সুচিকিৎসা নিশ্চিত করার দাবিও জানান তারা। xyxy=(1029,86,1184,371)
continued-from-label: প্রথম পৃষ্ঠার পর xyxy=(1081,1037,1132,1048)
continued-from-label: প্রথম পৃষ্ঠার পর xyxy=(237,638,288,649)
article-body: সংবাদ সম্মেলনে লিখিত বক্তব্যে বলা হয়, গণমাধ্যমের স্বাধীনতা নিশ্চিত করতে নিবর্তনমূলক আইনগুলো সংশোধন করতে হবে। সাংবাদিকদের বিরুদ্ধে দায়ের করা হয়রানিমূলক মামলা প্রত্যাহারের দাবি জানানো হয়। ভুয়া তথ্য ছড়ানো রোধে গণমাধ্যমের দায়িত্বশীল ভূমিকার ওপর গুরুত্ব দেওয়া হয়। xyxy=(17,1104,171,1202)
article-body: অনুষ্ঠানে প্রধান অতিথির বক্তব্যে তিনি আরও বলেন, গত ১৫ বছরে দেশের প্রতিটি প্রতিষ্ঠান ধ্বংস করা হয়েছে। ব্যাংকিং খাত লুটপাট করে হাজার হাজার কোটি টাকা বিদেশে পাচার করা হয়েছে। দুর্নীতির বিরুদ্ধে কঠোর ব্যবস্থা নিতে হবে। পাচার হওয়া অর্থ ফিরিয়ে আনতে আন্তর্জাতিক সহযোগিতা নেওয়ার পরামর্শ দেন বিশেষজ্ঞরা। বিশেষজ্ঞরা বলছেন, মূল্যস্ফীতি নিয়ন্ত্রণে রাখতে হলে বাজার ব্যবস্থাপনায় নজরদারি বাড়াতে হবে। সিন্ডিকেট ভেঙে দিয়ে সরবরাহ ব্যবস্থা স্বাভাবিক রাখতে হবে। ব্যাংক খাতের সংস্কারে গঠিত টাস্কফোর্সের সুপারিশ দ্রুত বাস্তবায়নের তাগিদ দিয়েছেন তারা। রাজস্ব আদায় বাড়াতে করজাল সম্প্রসারণের বিকল্প নেই বলেও মত দেন তারা। গতকাল শনিবার রাজধানীর একটি হোটেলে আয়োজিত আলোচনা সভায় বক্তারা এসব কথা বলেন। সভায় বক্তারা বলেন, গণঅভ্যুত্থানের মধ্য দিয়ে যে নতুন বাংলাদেশের সম্ভাবনা তৈরি হয়েছে, তা বাস্তবায়নে সবাইকে ঐক্যবদ্ধ থাকতে হবে। ফ্যাসিবাদী শাসনের পতনের পর জনগণের প্রত্যাশা পূরণে অন্তর্বর্তী সরকারকে দায়িত্বশীল ভূমিকা পালন করতে হবে। জাতীয় ঐক্য অটুট রাখার আহ্বান জানান তারা। প্রধান উপদেষ্টার প্রেস সচিব বলেন, অন্তর্বর্তী সরকার দায়িত্ব নেওয়ার পর থেকে আইনশৃঙ্খলা পরিস্থিতির উন্নতি হয়েছে। গুম-খুনের ঘটনার বিচার নিশ্চিত করতে বিশেষ ট্রাইব্যুনাল কাজ করছে। জুলাই-আগস্ট গণহত্যার বিচারের কার্যক্রম দ্রুতগতিতে এগিয়ে চলছে। কোনো অপরাধীই ছাড় পাবে না বলে হুঁশিয়ারি দেন তিনি। তিনি বলেন, সংস্কারের নামে নির্বাচন বিলম্বিত করা হলে জনগণের মধ্যে হতাশা তৈরি হবে। জনগণের ভোটাধিকার ফিরিয়ে দিতে হবে। একটি অবাধ, সুষ্ঠু ও গ্রহণযোগ্য নির্বাচনের মাধ্যমে নির্বাচিত সরকারের হাতে ক্ষমতা হস্তান্তর করাই এখন সময়ের দাবি। এ জন্য প্রয়োজনীয় সংস্কার দ্রুত শেষ করে নির্বাচনের রোডম্যাপ ঘোষণার দাবি জানান তিনি। xyxy=(523,86,677,621)
article-body: সভায় আরও উপস্থিত ছিলেন দলের স্থায়ী কমিটির সদস্য, কেন্দ্রীয় নেতৃবৃন্দ এবং বিভিন্ন অঙ্গসংগঠনের নেতাকর্মীরা। বক্তারা ছাত্র-জনতার আন্দোলনে শহীদদের স্মরণ করে তাদের পরিবারের পাশে দাঁড়ানোর অঙ্গীকার ব্যক্ত করেন। আহতদের সুচিকিৎসা নিশ্চিত করার দাবিও জানান তারা। তরুণ প্রজন্মের প্রতিনিধিরা বলেন, নতুন বাংলাদেশ গড়ার এই সুযোগ হাতছাড়া করা যাবে না। শিক্ষা, স্বাস্থ্য ও কর্মসংস্থানে বরাদ্দ বাড়াতে হবে। তথ্যপ্রযুক্তি খাতে তরুণদের দক্ষতা উন্নয়নে বিশেষ কর্মসূচি নিতে হবে। রাজনৈতিক দলগুলোকেও তরুণদের নেতৃত্বে আনতে হবে বলে মত দেন তারা। অনুষ্ঠানে প্রধান অতিথির বক্তব্যে তিনি আরও বলেন, গত ১৫ বছরে দেশের প্রতিটি প্রতিষ্ঠান ধ্বংস করা হয়েছে। ব্যাংকিং খাত লুটপাট করে হাজার হাজার কোটি টাকা বিদেশে পাচার করা হয়েছে। দুর্নীতির বিরুদ্ধে কঠোর ব্যবস্থা নিতে হবে। পাচার হওয়া অর্থ ফিরিয়ে আনতে আন্তর্জাতিক সহযোগিতা নেওয়ার পরামর্শ দেন বিশেষজ্ঞরা। জেলা প্রশাসক বলেন, শীতার্ত মানুষের মাঝে কম্বল বিতরণ কার্যক্রম চলছে। দুর্গম এলাকায় ত্রাণ পৌঁছে দিতে বিশেষ ব্যবস্থা নেওয়া হয়েছে। কৃষকদের মাঝে বিনামূল্যে সার ও বীজ বিতরণ করা হচ্ছে। আগামী মৌসুমে ফসলের উৎপাদন বাড়াতে সব ধরনের সহায়তা দেওয়া হবে বলে জানান তিনি। প্রধান উপদেষ্টার প্রেস সচিব বলেন, অন্তর্বর্তী সরকার দায়িত্ব নেওয়ার পর থেকে আইনশৃঙ্খলা পরিস্থিতির উন্নতি হয়েছে। গুম-খুনের ঘটনার বিচার নিশ্চিত করতে বিশেষ ট্রাইব্যুনাল কাজ করছে। জুলাই-আগস্ট গণহত্যার বিচারের কার্যক্রম দ্রুতগতিতে এগিয়ে চলছে। কোনো অপরাধীই ছাড় পাবে না বলে হুঁশিয়ারি দেন তিনি। xyxy=(860,86,1015,571)
column-1 xyxy=(10,83,178,1835)
article-headline: বাংলাদেশে ইসলামি xyxy=(209,346,316,362)
column-4 xyxy=(515,83,684,1835)
article-body: তিনি বলেন, সংস্কারের নামে নির্বাচন বিলম্বিত করা হলে জনগণের মধ্যে হতাশা তৈরি হবে। জনগণের ভোটাধিকার ফিরিয়ে দিতে হবে। একটি অবাধ, সুষ্ঠু ও গ্রহণযোগ্য নির্বাচনের মাধ্যমে নির্বাচিত সরকারের হাতে ক্ষমতা হস্তান্তর করাই এখন সময়ের দাবি। এ জন্য প্রয়োজনীয় সংস্কার দ্রুত শেষ করে নির্বাচনের রোডম্যাপ ঘোষণার দাবি জানান তিনি। গতকাল শনিবার রাজধানীর একটি হোটেলে আয়োজিত আলোচনা সভায় বক্তারা এসব কথা বলেন। সভায় বক্তারা বলেন, গণঅভ্যুত্থানের মধ্য দিয়ে যে নতুন বাংলাদেশের সম্ভাবনা তৈরি হয়েছে, তা বাস্তবায়নে সবাইকে ঐক্যবদ্ধ থাকতে হবে। ফ্যাসিবাদী শাসনের পতনের পর জনগণের প্রত্যাশা পূরণে অন্তর্বর্তী সরকারকে দায়িত্বশীল ভূমিকা পালন করতে হবে। জাতীয় ঐক্য অটুট রাখার আহ্বান জানান তারা। সভায় আরও উপস্থিত ছিলেন দলের স্থায়ী কমিটির সদস্য, কেন্দ্রীয় নেতৃবৃন্দ এবং বিভিন্ন অঙ্গসংগঠনের নেতাকর্মীরা। বক্তারা ছাত্র-জনতার আন্দোলনে শহীদদের স্মরণ করে তাদের পরিবারের পাশে দাঁড়ানোর অঙ্গীকার ব্যক্ত করেন। আহতদের সুচিকিৎসা নিশ্চিত করার দাবিও জানান তারা। xyxy=(17,313,171,636)
column-7 xyxy=(1021,83,1190,1835)
continued-from-label: প্রথম পৃষ্ঠার পর xyxy=(1081,419,1132,430)
article-headline: ঢাকায় বসে নয়, মানুষের সঙ্গে কথা বলে xyxy=(1041,835,1171,868)
continued-from-label: প্রথম পৃষ্ঠার পর xyxy=(1081,872,1132,883)
